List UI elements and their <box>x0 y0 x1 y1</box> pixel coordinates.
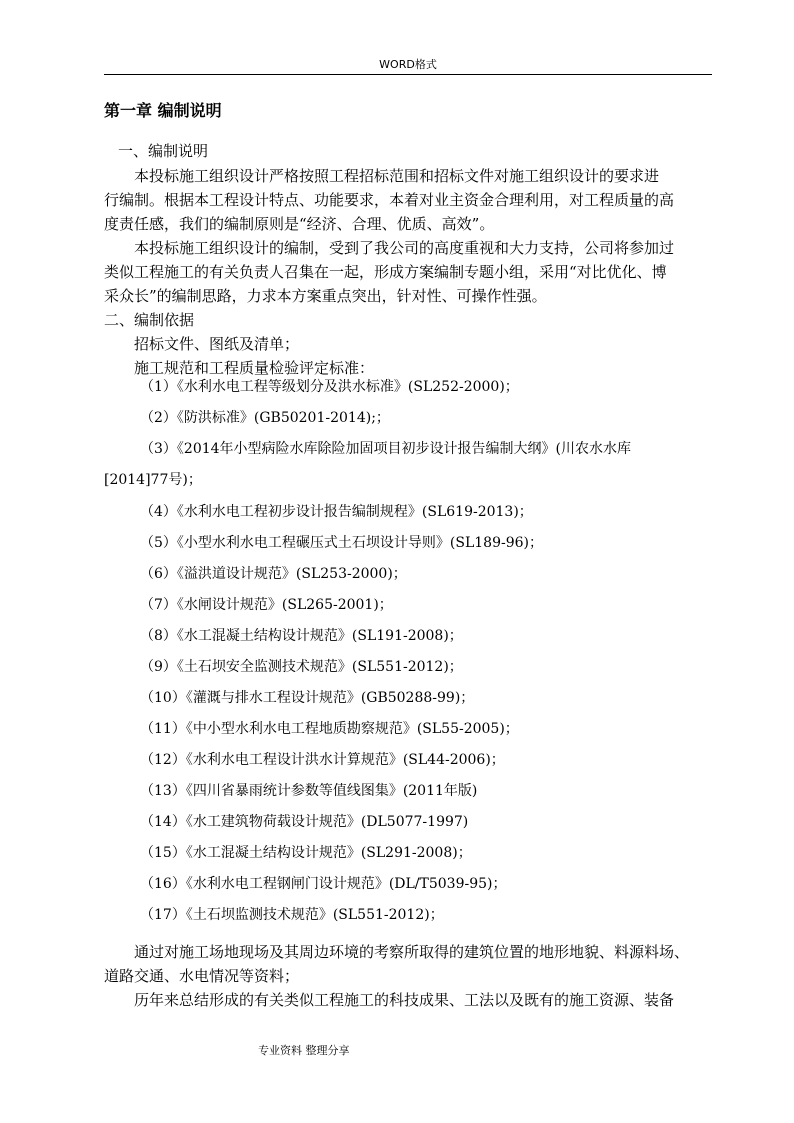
reference-item: （10）《灌溉与排水工程设计规范》(GB50288-99)； <box>140 690 475 706</box>
reference-item: （9）《土石坝安全监测技术规范》(SL551-2012)； <box>140 659 463 675</box>
body-line: 类似工程施工的有关负责人召集在一起，形成方案编制专题小组，采用“对比优化、博 <box>104 263 667 281</box>
body-line: 本投标施工组织设计严格按照工程招标范围和招标文件对施工组织设计的要求进 <box>134 167 660 185</box>
body-line: 道路交通、水电情况等资料； <box>104 967 300 985</box>
reference-item: （3）《2014年小型病险水库除险加固项目初步设计报告编制大纲》(川农水水库 <box>140 441 631 457</box>
reference-item: （14）《水工建筑物荷载设计规范》(DL5077-1997) <box>140 814 469 830</box>
reference-item: （5）《小型水利水电工程碾压式土石坝设计导则》(SL189-96)； <box>140 535 543 551</box>
body-line: 本投标施工组织设计的编制，受到了我公司的高度重视和大力支持，公司将参加过 <box>134 239 675 257</box>
reference-item: （1）《水利水电工程等级划分及洪水标准》(SL252-2000)； <box>140 379 519 395</box>
body-line: 度责任感，我们的编制原则是“经济、合理、优质、高效”。 <box>104 215 495 233</box>
reference-item: （8）《水工混凝土结构设计规范》(SL191-2008)； <box>140 628 463 644</box>
reference-item: （16）《水利水电工程钢闸门设计规范》(DL/T5039-95)； <box>140 876 507 892</box>
body-line: 历年来总结形成的有关类似工程施工的科技成果、工法以及既有的施工资源、装备 <box>134 991 675 1009</box>
page-footer: 专业资料 整理分享 <box>258 1044 350 1057</box>
section-heading-2: 二、编制依据 <box>104 311 195 329</box>
reference-item: （2）《防洪标准》(GB50201-2014);； <box>140 410 390 426</box>
reference-item: （13）《四川省暴雨统计参数等值线图集》(2011年版) <box>140 783 478 799</box>
reference-item-continued: [2014]77号)； <box>104 472 202 488</box>
section-heading-1: 一、编制说明 <box>118 142 209 160</box>
reference-item: （12）《水利水电工程设计洪水计算规范》(SL44-2006)； <box>140 752 505 768</box>
reference-item: （17）《土石坝监测技术规范》(SL551-2012)； <box>140 907 444 923</box>
reference-item: （7）《水闸设计规范》(SL265-2001)； <box>140 597 393 613</box>
chapter-title: 第一章 编制说明 <box>104 101 222 120</box>
basis-item: 施工规范和工程质量检验评定标准： <box>134 359 375 377</box>
reference-item: （11）《中小型水利水电工程地质勘察规范》(SL55-2005)； <box>140 721 519 737</box>
basis-item: 招标文件、图纸及清单； <box>134 335 300 353</box>
body-line: 采众长”的编制思路，力求本方案重点突出，针对性、可操作性强。 <box>104 287 547 305</box>
body-line: 行编制。根据本工程设计特点、功能要求，本着对业主资金合理利用，对工程质量的高 <box>104 191 675 209</box>
reference-item: （6）《溢洪道设计规范》(SL253-2000)； <box>140 566 407 582</box>
reference-item: （4）《水利水电工程初步设计报告编制规程》(SL619-2013)； <box>140 504 533 520</box>
reference-item: （15）《水工混凝土结构设计规范》(SL291-2008)； <box>140 845 472 861</box>
body-line: 通过对施工场地现场及其周边环境的考察所取得的建筑位置的地形地貌、料源料场、 <box>134 943 690 961</box>
page-header: WORD格式 <box>104 56 712 75</box>
